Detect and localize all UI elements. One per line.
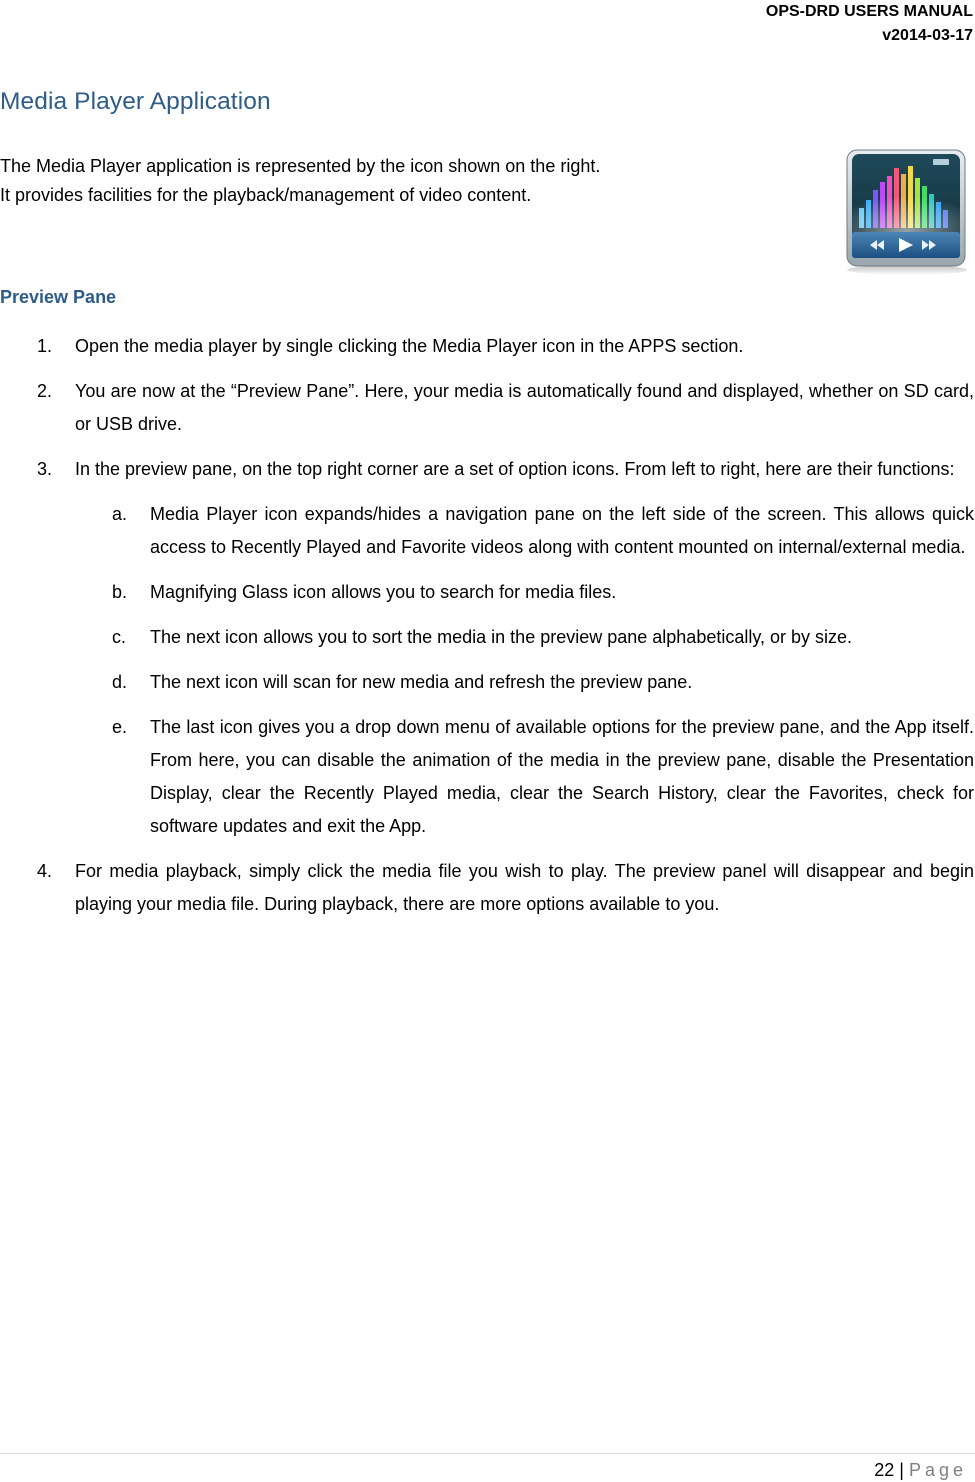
sub-list-item-letter: e. xyxy=(112,717,128,737)
sub-list-item xyxy=(75,711,974,843)
sub-list-item xyxy=(75,576,974,609)
list-item-number: 4. xyxy=(37,861,53,881)
section-title-preview-pane: Preview Pane xyxy=(0,287,117,307)
manual-version: v2014-03-17 xyxy=(882,27,973,44)
page-footer xyxy=(874,1458,967,1482)
list-item xyxy=(0,330,974,363)
list-item-number: 3. xyxy=(37,459,53,479)
list-item-text: For media playback, simply click the media file you wish to play. The preview panel will disappear and begin playing your media file. During playback, there are more options available to you. xyxy=(75,861,974,914)
list-item xyxy=(0,375,974,441)
intro-line-1: The Media Player application is represented by the icon shown on the right. xyxy=(0,156,601,176)
page-title: Media Player Application xyxy=(0,88,271,115)
sub-list-item-letter: a. xyxy=(112,504,128,524)
list-item-text: You are now at the “Preview Pane”. Here, your media is automatically found and displayed, whether on SD card, or USB drive. xyxy=(75,381,974,434)
media-player-app-icon xyxy=(843,146,971,278)
page-number: 22 xyxy=(874,1460,895,1480)
preview-pane-steps xyxy=(0,330,974,933)
sub-list-item-letter: d. xyxy=(112,672,128,692)
list-item xyxy=(0,453,974,843)
page-label: Page xyxy=(908,1460,967,1480)
sub-list xyxy=(75,498,974,843)
sub-list-item-letter: b. xyxy=(112,582,128,602)
footer-separator: | xyxy=(899,1460,904,1480)
list-item-text: In the preview pane, on the top right corner are a set of option icons. From left to right, here are their functions: xyxy=(75,459,955,479)
sub-list-item xyxy=(75,666,974,699)
sub-list-item-text: The last icon gives you a drop down menu of available options for the preview pane, and the App itself. From here, you can disable the animation of the media in the preview pane, disable the Presentation Display, clear the Recently Played media, clear the Search History, clear the Favorites, check for software updates and exit the App. xyxy=(150,717,974,836)
sub-list-item xyxy=(75,621,974,654)
footer-divider xyxy=(0,1453,975,1454)
sub-list-item-text: Magnifying Glass icon allows you to search for media files. xyxy=(150,582,617,602)
intro-paragraph xyxy=(0,152,600,210)
sub-list-item-letter: c. xyxy=(112,627,127,647)
sub-list-item xyxy=(75,498,974,564)
document-header xyxy=(766,0,973,48)
list-item-number: 1. xyxy=(37,336,53,356)
sub-list-item-text: The next icon allows you to sort the media in the preview pane alphabetically, or by size. xyxy=(150,627,853,647)
sub-list-item-text: The next icon will scan for new media and refresh the preview pane. xyxy=(150,672,693,692)
intro-line-2: It provides facilities for the playback/management of video content. xyxy=(0,185,532,205)
manual-title: OPS-DRD USERS MANUAL xyxy=(765,3,973,20)
sub-list-item-text: Media Player icon expands/hides a navigation pane on the left side of the screen. This allows quick access to Recently Played and Favorite videos along with content mounted on internal/external media. xyxy=(150,504,974,557)
list-item-text: Open the media player by single clicking the Media Player icon in the APPS section. xyxy=(75,336,744,356)
list-item xyxy=(0,855,974,921)
list-item-number: 2. xyxy=(37,381,53,401)
